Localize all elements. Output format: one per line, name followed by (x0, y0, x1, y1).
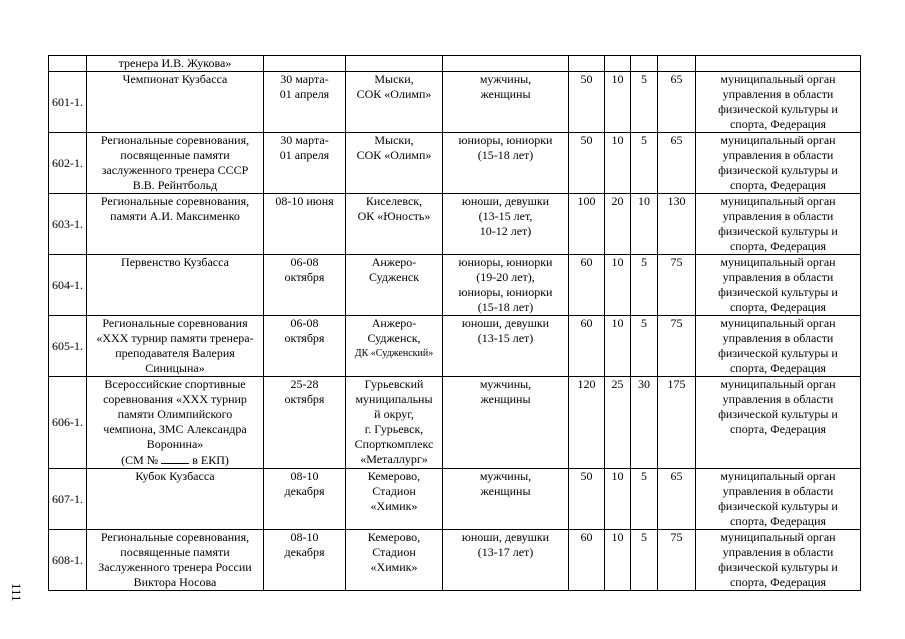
table-row (49, 133, 861, 194)
sum-value: 65 (670, 72, 683, 86)
cell-other (631, 133, 658, 194)
place-line: й округ, (374, 407, 414, 421)
cell-place (346, 255, 443, 316)
cell-total (569, 316, 605, 377)
sum-value: 130 (667, 194, 686, 208)
cell-num (49, 133, 87, 194)
continuation-row (49, 56, 861, 72)
participants-line: женщины (480, 87, 531, 101)
participants-line: мужчины, (479, 377, 532, 391)
place-line: Анжеро- (371, 316, 417, 330)
date-line: 30 марта- (280, 72, 329, 86)
event-name-line: Чемпионат Кузбасса (122, 72, 228, 86)
cell-name (87, 530, 264, 591)
cell-num (49, 255, 87, 316)
date-line: 06-08 (290, 316, 319, 330)
judges-value: 10 (611, 133, 624, 147)
event-name-line: Региональные соревнования (102, 316, 248, 330)
organizer-line: управления в области (722, 270, 834, 284)
sum-value: 175 (667, 377, 686, 391)
event-name-line: памяти Олимпийского (117, 407, 233, 421)
cell-name (87, 469, 264, 530)
organizer-line: муниципальный орган (720, 530, 836, 544)
organizer-line: спорта, Федерация (729, 239, 827, 253)
cell-name (87, 194, 264, 255)
cell-total (569, 56, 605, 72)
organizer-line: управления в области (722, 331, 834, 345)
total-value: 50 (580, 72, 593, 86)
participants-line: юноши, девушки (461, 316, 550, 330)
place-line: Гурьевский (364, 377, 424, 391)
cell-org (696, 56, 861, 72)
cell-org (696, 530, 861, 591)
row-number: 605-1. (52, 338, 83, 353)
participants-line: (19-20 лет), (476, 270, 535, 284)
cell-org (696, 194, 861, 255)
organizer-line: физической культуры и (718, 499, 838, 513)
total-value: 60 (580, 255, 593, 269)
event-name-line: Региональные соревнования, (100, 194, 250, 208)
total-value: 60 (580, 530, 593, 544)
participants-line: (13-15 лет) (477, 331, 534, 345)
other-value: 30 (638, 377, 650, 391)
row-number: 602-1. (52, 155, 83, 170)
date-line: октября (284, 270, 325, 284)
cell-total (569, 377, 605, 469)
total-value: 100 (577, 194, 596, 208)
organizer-line: спорта, Федерация (729, 514, 827, 528)
cell-participants (443, 255, 569, 316)
cell-name (87, 316, 264, 377)
cell-num (49, 530, 87, 591)
date-line: 08-10 (290, 530, 319, 544)
cell-other (631, 316, 658, 377)
participants-line: мужчины, (479, 72, 532, 86)
cell-participants (443, 72, 569, 133)
judges-value: 10 (611, 530, 624, 544)
page-number: 111 (9, 583, 24, 602)
place-line: Стадион (372, 484, 416, 498)
sum-value: 75 (670, 255, 683, 269)
event-name-line: Кубок Кузбасса (135, 469, 215, 483)
other-value: 5 (641, 469, 647, 483)
event-name-line: Синицына» (145, 361, 205, 375)
event-name-line: Региональные соревнования, (100, 530, 250, 544)
date-line: 08-10 (290, 469, 319, 483)
place-line: муниципальны (355, 392, 433, 406)
place-line: ОК «Юность» (357, 209, 431, 223)
cell-participants (443, 377, 569, 469)
ekp-blank (161, 452, 189, 464)
cell-other (631, 469, 658, 530)
cell-dates (264, 56, 346, 72)
other-value: 5 (641, 530, 647, 544)
cell-name (87, 377, 264, 469)
continuation-name: тренера И.В. Жукова» (118, 56, 232, 70)
cell-other (631, 56, 658, 72)
cell-judges (605, 530, 631, 591)
cell-sum (658, 56, 696, 72)
date-line: декабря (284, 545, 325, 559)
place-line: Мыски, (374, 72, 414, 86)
cell-dates (264, 316, 346, 377)
cell-total (569, 255, 605, 316)
participants-line: юноши, девушки (461, 194, 550, 208)
cell-participants (443, 469, 569, 530)
place-line: Киселевск, (365, 194, 423, 208)
participants-line: (15-18 лет) (477, 148, 534, 162)
cell-org (696, 316, 861, 377)
cell-judges (605, 316, 631, 377)
date-line: 01 апреля (279, 148, 330, 162)
cell-sum (658, 377, 696, 469)
other-value: 5 (641, 72, 647, 86)
table-row (49, 72, 861, 133)
table-row (49, 530, 861, 591)
organizer-line: управления в области (722, 545, 834, 559)
cell-dates (264, 530, 346, 591)
ekp-prefix: (СМ № (121, 453, 159, 467)
cell-judges (605, 255, 631, 316)
cell-sum (658, 530, 696, 591)
date-line: 30 марта- (280, 133, 329, 147)
organizer-line: физической культуры и (718, 346, 838, 360)
event-name-line: «XXX турнир памяти тренера- (96, 331, 254, 345)
table-row (49, 316, 861, 377)
cell-judges (605, 56, 631, 72)
cell-participants (443, 133, 569, 194)
cell-total (569, 72, 605, 133)
table-row (49, 469, 861, 530)
cell-total (569, 469, 605, 530)
row-number: 608-1. (52, 552, 83, 567)
date-line: октября (284, 392, 325, 406)
organizer-line: управления в области (722, 87, 834, 101)
judges-value: 10 (611, 469, 624, 483)
place-line: Мыски, (374, 133, 414, 147)
cell-judges (605, 377, 631, 469)
cell-participants (443, 530, 569, 591)
other-value: 5 (641, 133, 647, 147)
date-line: декабря (284, 484, 325, 498)
organizer-line: физической культуры и (718, 102, 838, 116)
organizer-line: муниципальный орган (720, 377, 836, 391)
cell-org (696, 72, 861, 133)
place-line: г. Гурьевск, (364, 422, 424, 436)
other-value: 5 (641, 316, 647, 330)
date-line: 06-08 (290, 255, 319, 269)
organizer-line: спорта, Федерация (729, 178, 827, 192)
place-line: Кемерово, (367, 469, 421, 483)
event-name-line: Виктора Носова (133, 575, 217, 589)
cell-total (569, 133, 605, 194)
organizer-line: спорта, Федерация (729, 300, 827, 314)
participants-line: мужчины, (479, 469, 532, 483)
place-line: «Химик» (370, 499, 418, 513)
cell-org (696, 255, 861, 316)
event-name-line: посвященные памяти (120, 545, 230, 559)
cell-place (346, 530, 443, 591)
organizer-line: муниципальный орган (720, 72, 836, 86)
cell-judges (605, 194, 631, 255)
organizer-line: физической культуры и (718, 407, 838, 421)
cell-num (49, 469, 87, 530)
judges-value: 10 (611, 72, 624, 86)
cell-other (631, 255, 658, 316)
sum-value: 75 (670, 530, 683, 544)
sum-value: 65 (670, 133, 683, 147)
cell-org (696, 469, 861, 530)
place-line: «Металлург» (360, 452, 428, 466)
cell-sum (658, 133, 696, 194)
cell-org (696, 377, 861, 469)
row-number: 601-1. (52, 94, 83, 109)
cell-org (696, 133, 861, 194)
organizer-line: муниципальный орган (720, 194, 836, 208)
row-number: 606-1. (52, 415, 83, 429)
cell-participants (443, 56, 569, 72)
organizer-line: муниципальный орган (720, 469, 836, 483)
participants-line: юноши, девушки (461, 530, 550, 544)
ekp-line (89, 452, 261, 468)
judges-value: 25 (611, 377, 624, 391)
table-row (49, 377, 861, 469)
cell-total (569, 194, 605, 255)
cell-other (631, 194, 658, 255)
cell-place (346, 469, 443, 530)
cell-sum (658, 72, 696, 133)
cell-dates (264, 133, 346, 194)
cell-sum (658, 194, 696, 255)
participants-line: женщины (480, 392, 531, 406)
cell-sum (658, 255, 696, 316)
place-line: СОК «Олимп» (356, 87, 432, 101)
cell-sum (658, 469, 696, 530)
ekp-suffix: в ЕКП) (192, 453, 229, 467)
row-number: 607-1. (52, 491, 83, 506)
total-value: 50 (580, 469, 593, 483)
organizer-line: управления в области (722, 148, 834, 162)
organizer-line: муниципальный орган (720, 255, 836, 269)
total-value: 50 (580, 133, 593, 147)
organizer-line: спорта, Федерация (729, 117, 827, 131)
event-name-line: Воронина» (146, 437, 204, 451)
participants-line: (13-15 лет, (478, 209, 533, 223)
date-line: 01 апреля (279, 87, 330, 101)
participants-line: женщины (480, 484, 531, 498)
event-name-line: преподавателя Валерия (115, 346, 235, 360)
event-name-line: заслуженного тренера СССР (101, 163, 249, 177)
place-line: СОК «Олимп» (356, 148, 432, 162)
event-name-line: соревнования «XXX турнир (103, 392, 247, 406)
participants-line: юниоры, юниорки (458, 255, 553, 269)
cell-place (346, 56, 443, 72)
cell-total (569, 530, 605, 591)
participants-line: 10-12 лет) (479, 224, 532, 238)
cell-num (49, 377, 87, 469)
place-line: Кемерово, (367, 530, 421, 544)
sum-value: 75 (670, 316, 683, 330)
event-name-line: Всероссийские спортивные (104, 377, 246, 391)
cell-participants (443, 194, 569, 255)
date-line: 25-28 (290, 377, 319, 391)
table-row (49, 194, 861, 255)
judges-value: 20 (611, 194, 624, 208)
place-line: Судженск (368, 270, 420, 284)
schedule-table (48, 55, 861, 591)
place-line: Судженск, (367, 331, 421, 345)
event-name-line: Заслуженного тренера России (98, 560, 252, 574)
participants-line: юниоры, юниорки (458, 285, 553, 299)
cell-place (346, 72, 443, 133)
sum-value: 65 (670, 469, 683, 483)
organizer-line: физической культуры и (718, 224, 838, 238)
participants-line: (15-18 лет) (477, 300, 534, 314)
date-line: октября (284, 331, 325, 345)
event-name-line: чемпиона, ЗМС Александра (103, 422, 247, 436)
total-value: 120 (577, 377, 596, 391)
cell-participants (443, 316, 569, 377)
organizer-line: спорта, Федерация (729, 575, 827, 589)
cell-name (87, 56, 264, 72)
other-value: 10 (638, 194, 650, 208)
cell-place (346, 316, 443, 377)
cell-place (346, 194, 443, 255)
cell-name (87, 72, 264, 133)
date-line: 08-10 июня (275, 194, 334, 208)
organizer-line: физической культуры и (718, 560, 838, 574)
row-number: 603-1. (52, 216, 83, 231)
event-name-line: В.В. Рейнтбольд (132, 178, 218, 192)
cell-num (49, 194, 87, 255)
cell-name (87, 255, 264, 316)
cell-dates (264, 255, 346, 316)
cell-sum (658, 316, 696, 377)
place-line: Стадион (372, 545, 416, 559)
place-line: Спорткомплекс (354, 437, 434, 451)
cell-judges (605, 469, 631, 530)
table-row (49, 255, 861, 316)
cell-place (346, 133, 443, 194)
place-line: «Химик» (370, 560, 418, 574)
cell-num (49, 72, 87, 133)
cell-other (631, 377, 658, 469)
cell-num (49, 56, 87, 72)
event-name-line: Региональные соревнования, (100, 133, 250, 147)
judges-value: 10 (611, 316, 624, 330)
total-value: 60 (580, 316, 593, 330)
participants-line: (13-17 лет) (477, 545, 534, 559)
cell-other (631, 72, 658, 133)
organizer-line: спорта, Федерация (729, 422, 827, 436)
cell-dates (264, 377, 346, 469)
organizer-line: управления в области (722, 484, 834, 498)
judges-value: 10 (611, 255, 624, 269)
place-line: Анжеро- (371, 255, 417, 269)
cell-other (631, 530, 658, 591)
event-name-line: памяти А.И. Максименко (110, 209, 240, 223)
cell-judges (605, 72, 631, 133)
other-value: 5 (641, 255, 647, 269)
cell-judges (605, 133, 631, 194)
organizer-line: управления в области (722, 209, 834, 223)
organizer-line: управления в области (722, 392, 834, 406)
cell-dates (264, 72, 346, 133)
row-number: 604-1. (52, 277, 83, 292)
cell-name (87, 133, 264, 194)
organizer-line: физической культуры и (718, 285, 838, 299)
organizer-line: муниципальный орган (720, 316, 836, 330)
organizer-line: физической культуры и (718, 163, 838, 177)
cell-dates (264, 469, 346, 530)
place-small-line: ДК «Судженский» (354, 348, 434, 359)
organizer-line: муниципальный орган (720, 133, 836, 147)
cell-dates (264, 194, 346, 255)
event-name-line: посвященные памяти (120, 148, 230, 162)
organizer-line: спорта, Федерация (729, 361, 827, 375)
event-name-line: Первенство Кузбасса (121, 255, 229, 269)
cell-place (346, 377, 443, 469)
participants-line: юниоры, юниорки (458, 133, 553, 147)
cell-num (49, 316, 87, 377)
